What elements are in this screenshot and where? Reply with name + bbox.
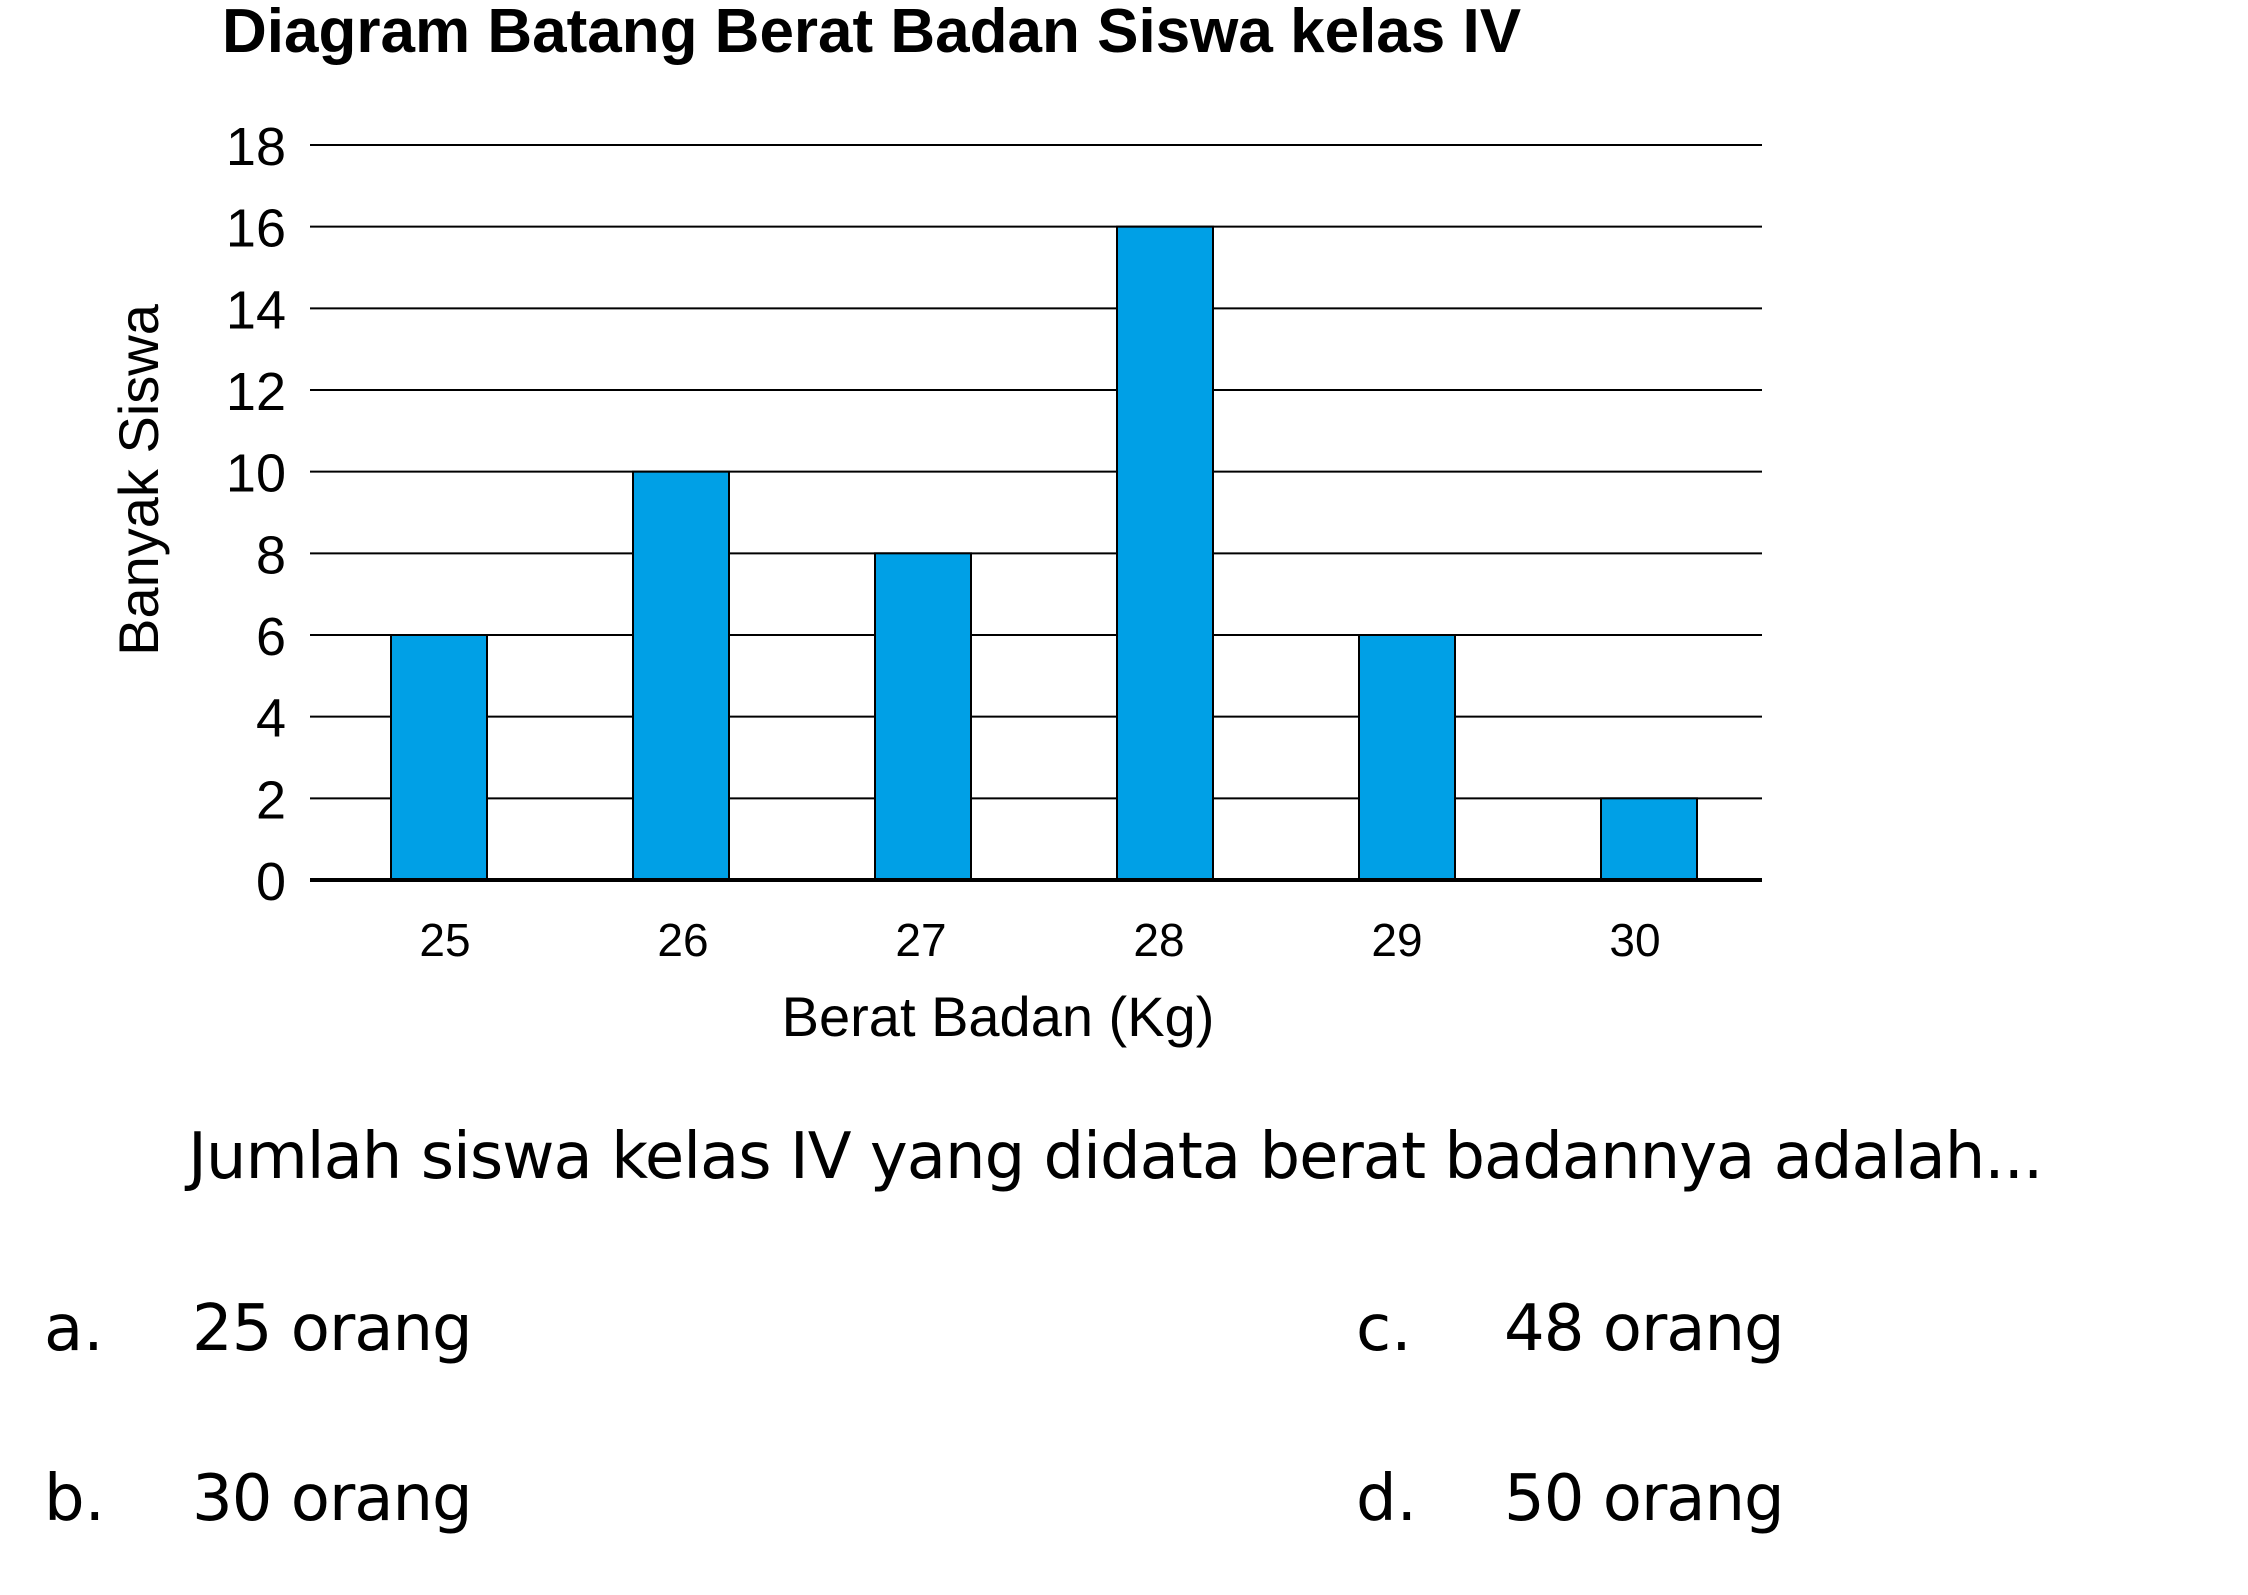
bar-30 (1601, 798, 1697, 880)
option-text: 48 orang (1504, 1292, 1784, 1366)
option-text: 25 orang (192, 1292, 472, 1366)
y-tick-label: 6 (255, 607, 286, 667)
y-tick-label: 4 (255, 688, 286, 749)
x-tick-label: 25 (419, 914, 471, 966)
y-tick-label: 16 (225, 198, 286, 259)
x-tick-label: 29 (1371, 914, 1423, 966)
y-tick-label: 14 (225, 280, 286, 341)
bar-29 (1359, 635, 1455, 880)
bar-28 (1117, 227, 1213, 880)
gridlines (310, 145, 1762, 798)
question-text: Jumlah siswa kelas IV yang didata berat badannya adalah... (188, 1120, 2043, 1194)
option-a[interactable] (44, 1292, 744, 1382)
bar-26 (633, 472, 729, 880)
y-axis-label: Banyak Siswa (107, 304, 170, 656)
option-letter: a. (44, 1292, 104, 1366)
chart-title: Diagram Batang Berat Badan Siswa kelas IV (222, 0, 1522, 66)
option-d[interactable] (1356, 1462, 2056, 1552)
x-tick-label: 26 (657, 914, 709, 966)
y-tick-label: 10 (225, 443, 286, 504)
y-tick-label: 12 (225, 362, 286, 422)
x-tick-label: 27 (895, 914, 947, 966)
x-axis-ticks (419, 914, 1660, 966)
option-b[interactable] (44, 1462, 744, 1552)
bar-27 (875, 553, 971, 880)
y-tick-label: 18 (225, 117, 286, 177)
option-letter: c. (1356, 1292, 1412, 1366)
option-text: 50 orang (1504, 1462, 1784, 1536)
y-tick-label: 0 (255, 852, 286, 912)
y-tick-label: 8 (255, 525, 286, 586)
y-axis-ticks (226, 117, 286, 912)
option-letter: d. (1356, 1462, 1417, 1536)
bar-25 (391, 635, 487, 880)
x-tick-label: 28 (1133, 914, 1185, 966)
x-tick-label: 30 (1609, 914, 1661, 966)
option-c[interactable] (1356, 1292, 2056, 1382)
option-text: 30 orang (192, 1462, 472, 1536)
option-letter: b. (44, 1462, 105, 1536)
x-axis-label: Berat Badan (Kg) (781, 985, 1215, 1048)
y-tick-label: 2 (255, 770, 286, 831)
